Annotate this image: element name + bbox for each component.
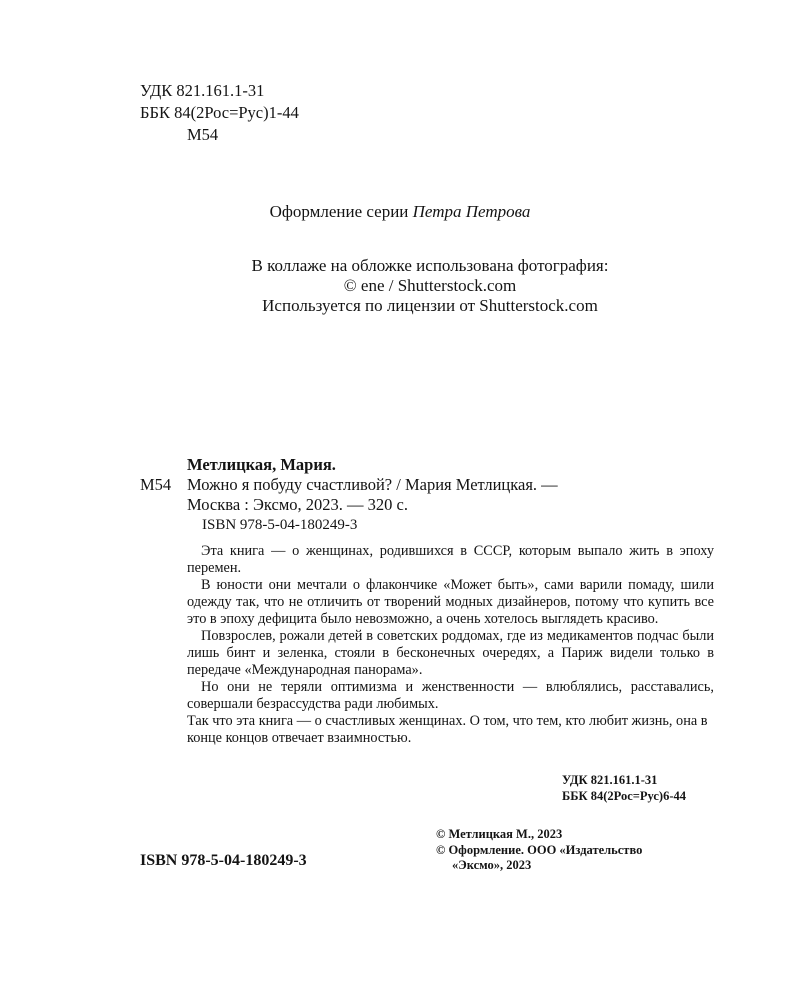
design-label: Оформление серии: [269, 202, 409, 221]
author-name: Метлицкая, Мария.: [187, 455, 336, 474]
isbn-main: ISBN 978-5-04-180249-3: [140, 852, 307, 869]
copyright-line-1: © Метлицкая М., 2023: [436, 827, 563, 841]
author-mark: М54: [187, 125, 219, 144]
annotation-paragraph: Эта книга — о женщинах, родившихся в СССР, которым выпало жить в эпоху перемен.: [187, 543, 714, 576]
copyright-line-2: © Оформление. ООО «Издательство: [436, 842, 643, 857]
udk-code-bottom: УДК 821.161.1-31: [562, 773, 658, 787]
annotation-paragraph: Повзрослев, рожали детей в советских роддомах, где из медикаментов подчас были лишь бинт и зеленка, стояли в бесконечных очередях, а Париж видели только в передаче «Международная панорама».: [187, 628, 714, 678]
photo-credit: [0, 256, 800, 316]
series-design-credit: [0, 202, 800, 222]
annotation-paragraph: Так что эта книга — о счастливых женщинах. О том, что тем, кто любит жизнь, она в конце концов отвечает взаимностью.: [187, 713, 708, 746]
annotation: [187, 543, 714, 747]
record-code: М54: [140, 475, 172, 494]
designer-name: Петра Петрова: [412, 202, 531, 221]
udk-code: УДК 821.161.1-31: [140, 81, 265, 100]
bibliographic-record: [140, 455, 558, 515]
record-isbn: ISBN 978-5-04-180249-3: [202, 517, 358, 533]
bbk-code-bottom: ББК 84(2Рос=Рус)6-44: [562, 789, 686, 803]
photo-credit-line-2: © ene / Shutterstock.com: [343, 276, 517, 295]
bbk-code: ББК 84(2Рос=Рус)1-44: [140, 103, 299, 122]
record-title-line: Можно я побуду счастливой? / Мария Метлицкая. —: [187, 475, 558, 494]
record-publisher-line: Москва : Эксмо, 2023. — 320 с.: [187, 495, 408, 514]
photo-credit-line-1: В коллаже на обложке использована фотография:: [251, 256, 609, 275]
catalog-codes-bottom: [562, 772, 686, 804]
copyright-block: [436, 827, 642, 874]
catalog-block: [140, 80, 299, 146]
copyright-line-3: «Эксмо», 2023: [452, 858, 532, 872]
photo-credit-line-3: Используется по лицензии от Shutterstock.com: [262, 296, 598, 315]
annotation-paragraph: Но они не теряли оптимизма и женственности — влюблялись, расставались, совершали безрассудства ради любимых.: [187, 679, 714, 712]
annotation-paragraph: В юности они мечтали о флакончике «Может быть», сами варили помаду, шили одежду так, что не отличить от творений модных дизайнеров, потому что купить все это в эпоху дефицита было невозможно, а очень хотелось выглядеть красиво.: [187, 577, 714, 627]
